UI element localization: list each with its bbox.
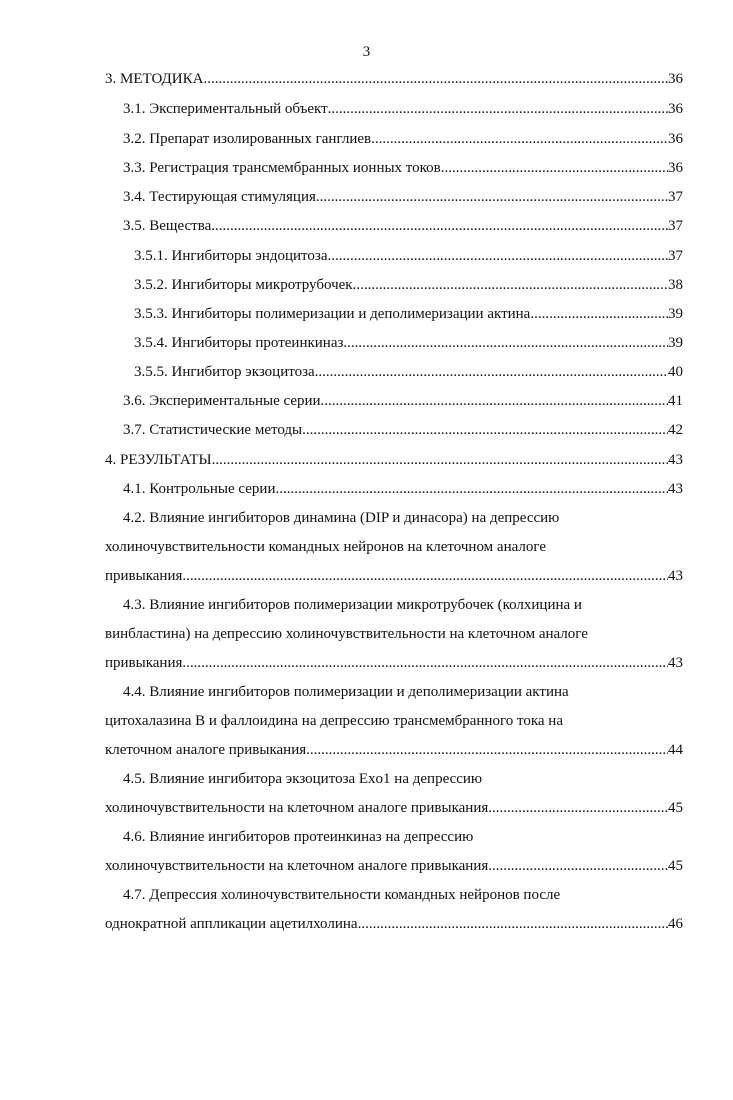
toc-entry-line: цитохалазина В и фаллоидина на депрессию трансмембранного тока на: [105, 713, 563, 729]
toc-leader-dots: [488, 799, 668, 817]
toc-entry-title: клеточном аналоге привыкания: [105, 742, 307, 758]
toc-entry-page: 36: [668, 131, 683, 147]
toc-entry: [123, 188, 683, 206]
toc-entry-page: 40: [668, 364, 683, 380]
toc-entry-title: однократной аппликации ацетилхолина: [105, 916, 358, 932]
toc-entry-line: 4.7. Депрессия холиночувствительности командных нейронов после: [123, 887, 561, 903]
toc-entry: [105, 654, 683, 672]
toc-leader-dots: [441, 159, 668, 177]
toc-entry-line: 4.3. Влияние ингибиторов полимеризации микротрубочек (колхицина и: [123, 597, 582, 613]
toc-entry-page: 36: [668, 160, 683, 176]
toc-entry-page: 43: [668, 655, 683, 671]
toc-entry: [105, 799, 683, 817]
toc-leader-dots: [353, 276, 668, 294]
toc-leader-dots: [343, 334, 668, 352]
toc-entry: [123, 392, 683, 410]
toc-entry-page: 45: [668, 858, 683, 874]
toc-entry-line: 4.4. Влияние ингибиторов полимеризации и деполимеризации актина: [123, 684, 569, 700]
toc-entry-title: 3.3. Регистрация трансмембранных ионных токов: [123, 160, 441, 176]
toc-leader-dots: [316, 188, 668, 206]
toc-entry-page: 37: [668, 218, 683, 234]
toc-entry-title: 3.6. Экспериментальные серии: [123, 393, 321, 409]
toc-leader-dots: [182, 567, 668, 585]
toc-entry: [134, 247, 683, 265]
toc-entry: [134, 305, 683, 323]
toc-entry-title: привыкания: [105, 568, 183, 584]
toc-entry-page: 43: [668, 481, 683, 497]
toc-entry-page: 41: [668, 393, 683, 409]
toc-entry-title: 3.5.3. Ингибиторы полимеризации и деполимеризации актина: [134, 306, 531, 322]
toc-entry-page: 39: [668, 335, 683, 351]
toc-entry-page: 42: [668, 422, 683, 438]
toc-entry: [123, 421, 683, 439]
toc-entry-title: 3. МЕТОДИКА: [105, 71, 204, 87]
toc-entry: [123, 480, 683, 498]
toc-entry-page: 43: [668, 568, 683, 584]
toc-entry: [123, 100, 683, 118]
toc-leader-dots: [321, 392, 668, 410]
toc-entry-title: 3.1. Экспериментальный объект: [123, 101, 328, 117]
toc-leader-dots: [328, 100, 668, 118]
toc-entry: [123, 130, 683, 148]
toc-entry: [134, 334, 683, 352]
toc-entry-page: 38: [668, 277, 683, 293]
toc-entry: [105, 451, 683, 469]
toc-entry: [105, 567, 683, 585]
toc-entry-title: 3.5. Вещества: [123, 218, 212, 234]
toc-entry-page: 44: [668, 742, 683, 758]
toc-leader-dots: [302, 421, 668, 439]
toc-entry: [105, 857, 683, 875]
toc-entry-page: 37: [668, 189, 683, 205]
toc-leader-dots: [306, 741, 668, 759]
toc-entry-page: 45: [668, 800, 683, 816]
toc-entry: [134, 363, 683, 381]
toc-entry-title: 3.5.2. Ингибиторы микротрубочек: [134, 277, 353, 293]
toc-entry: [123, 159, 683, 177]
toc-entry-line: винбластина) на депрессию холиночувствительности на клеточном аналоге: [105, 626, 588, 642]
toc-entry: [123, 217, 683, 235]
toc-entry-line: 4.6. Влияние ингибиторов протеинкиназ на депрессию: [123, 829, 474, 845]
toc-entry-title: привыкания: [105, 655, 183, 671]
toc-leader-dots: [327, 247, 668, 265]
toc-leader-dots: [530, 305, 668, 323]
toc-entry: [134, 276, 683, 294]
toc-leader-dots: [211, 217, 668, 235]
toc-entry: [105, 741, 683, 759]
toc-entry-title: 4.1. Контрольные серии: [123, 481, 276, 497]
toc-entry-title: 3.7. Статистические методы: [123, 422, 303, 438]
toc-entry-page: 37: [668, 248, 683, 264]
toc-entry-line: 4.2. Влияние ингибиторов динамина (DIP и динасора) на депрессию: [123, 510, 560, 526]
toc-entry-page: 36: [668, 71, 683, 87]
toc-entry-line: холиночувствительности командных нейронов на клеточном аналоге: [105, 539, 546, 555]
toc-entry-line: 4.5. Влияние ингибитора экзоцитоза Exo1 на депрессию: [123, 771, 483, 787]
toc-entry-page: 36: [668, 101, 683, 117]
toc-leader-dots: [275, 480, 668, 498]
toc-entry-page: 46: [668, 916, 683, 932]
toc-entry-title: 4. РЕЗУЛЬТАТЫ: [105, 452, 212, 468]
toc-leader-dots: [182, 654, 668, 672]
page-number: 3: [362, 44, 371, 60]
toc-entry-title: 3.2. Препарат изолированных ганглиев: [123, 131, 372, 147]
toc-entry-page: 39: [668, 306, 683, 322]
toc-leader-dots: [488, 857, 668, 875]
toc-entry-title: 3.5.5. Ингибитор экзоцитоза: [134, 364, 315, 380]
toc-entry-title: 3.5.4. Ингибиторы протеинкиназ: [134, 335, 344, 351]
toc-entry: [105, 915, 683, 933]
toc-entry-title: 3.5.1. Ингибиторы эндоцитоза: [134, 248, 328, 264]
toc-leader-dots: [203, 70, 668, 88]
toc-leader-dots: [358, 915, 668, 933]
toc-leader-dots: [371, 130, 668, 148]
toc-entry: [105, 70, 683, 88]
toc-entry-title: холиночувствительности на клеточном аналоге привыкания: [105, 800, 489, 816]
toc-entry-page: 43: [668, 452, 683, 468]
toc-entry-title: 3.4. Тестирующая стимуляция: [123, 189, 316, 205]
toc-leader-dots: [212, 451, 668, 469]
toc-entry-title: холиночувствительности на клеточном аналоге привыкания: [105, 858, 489, 874]
toc-leader-dots: [315, 363, 668, 381]
